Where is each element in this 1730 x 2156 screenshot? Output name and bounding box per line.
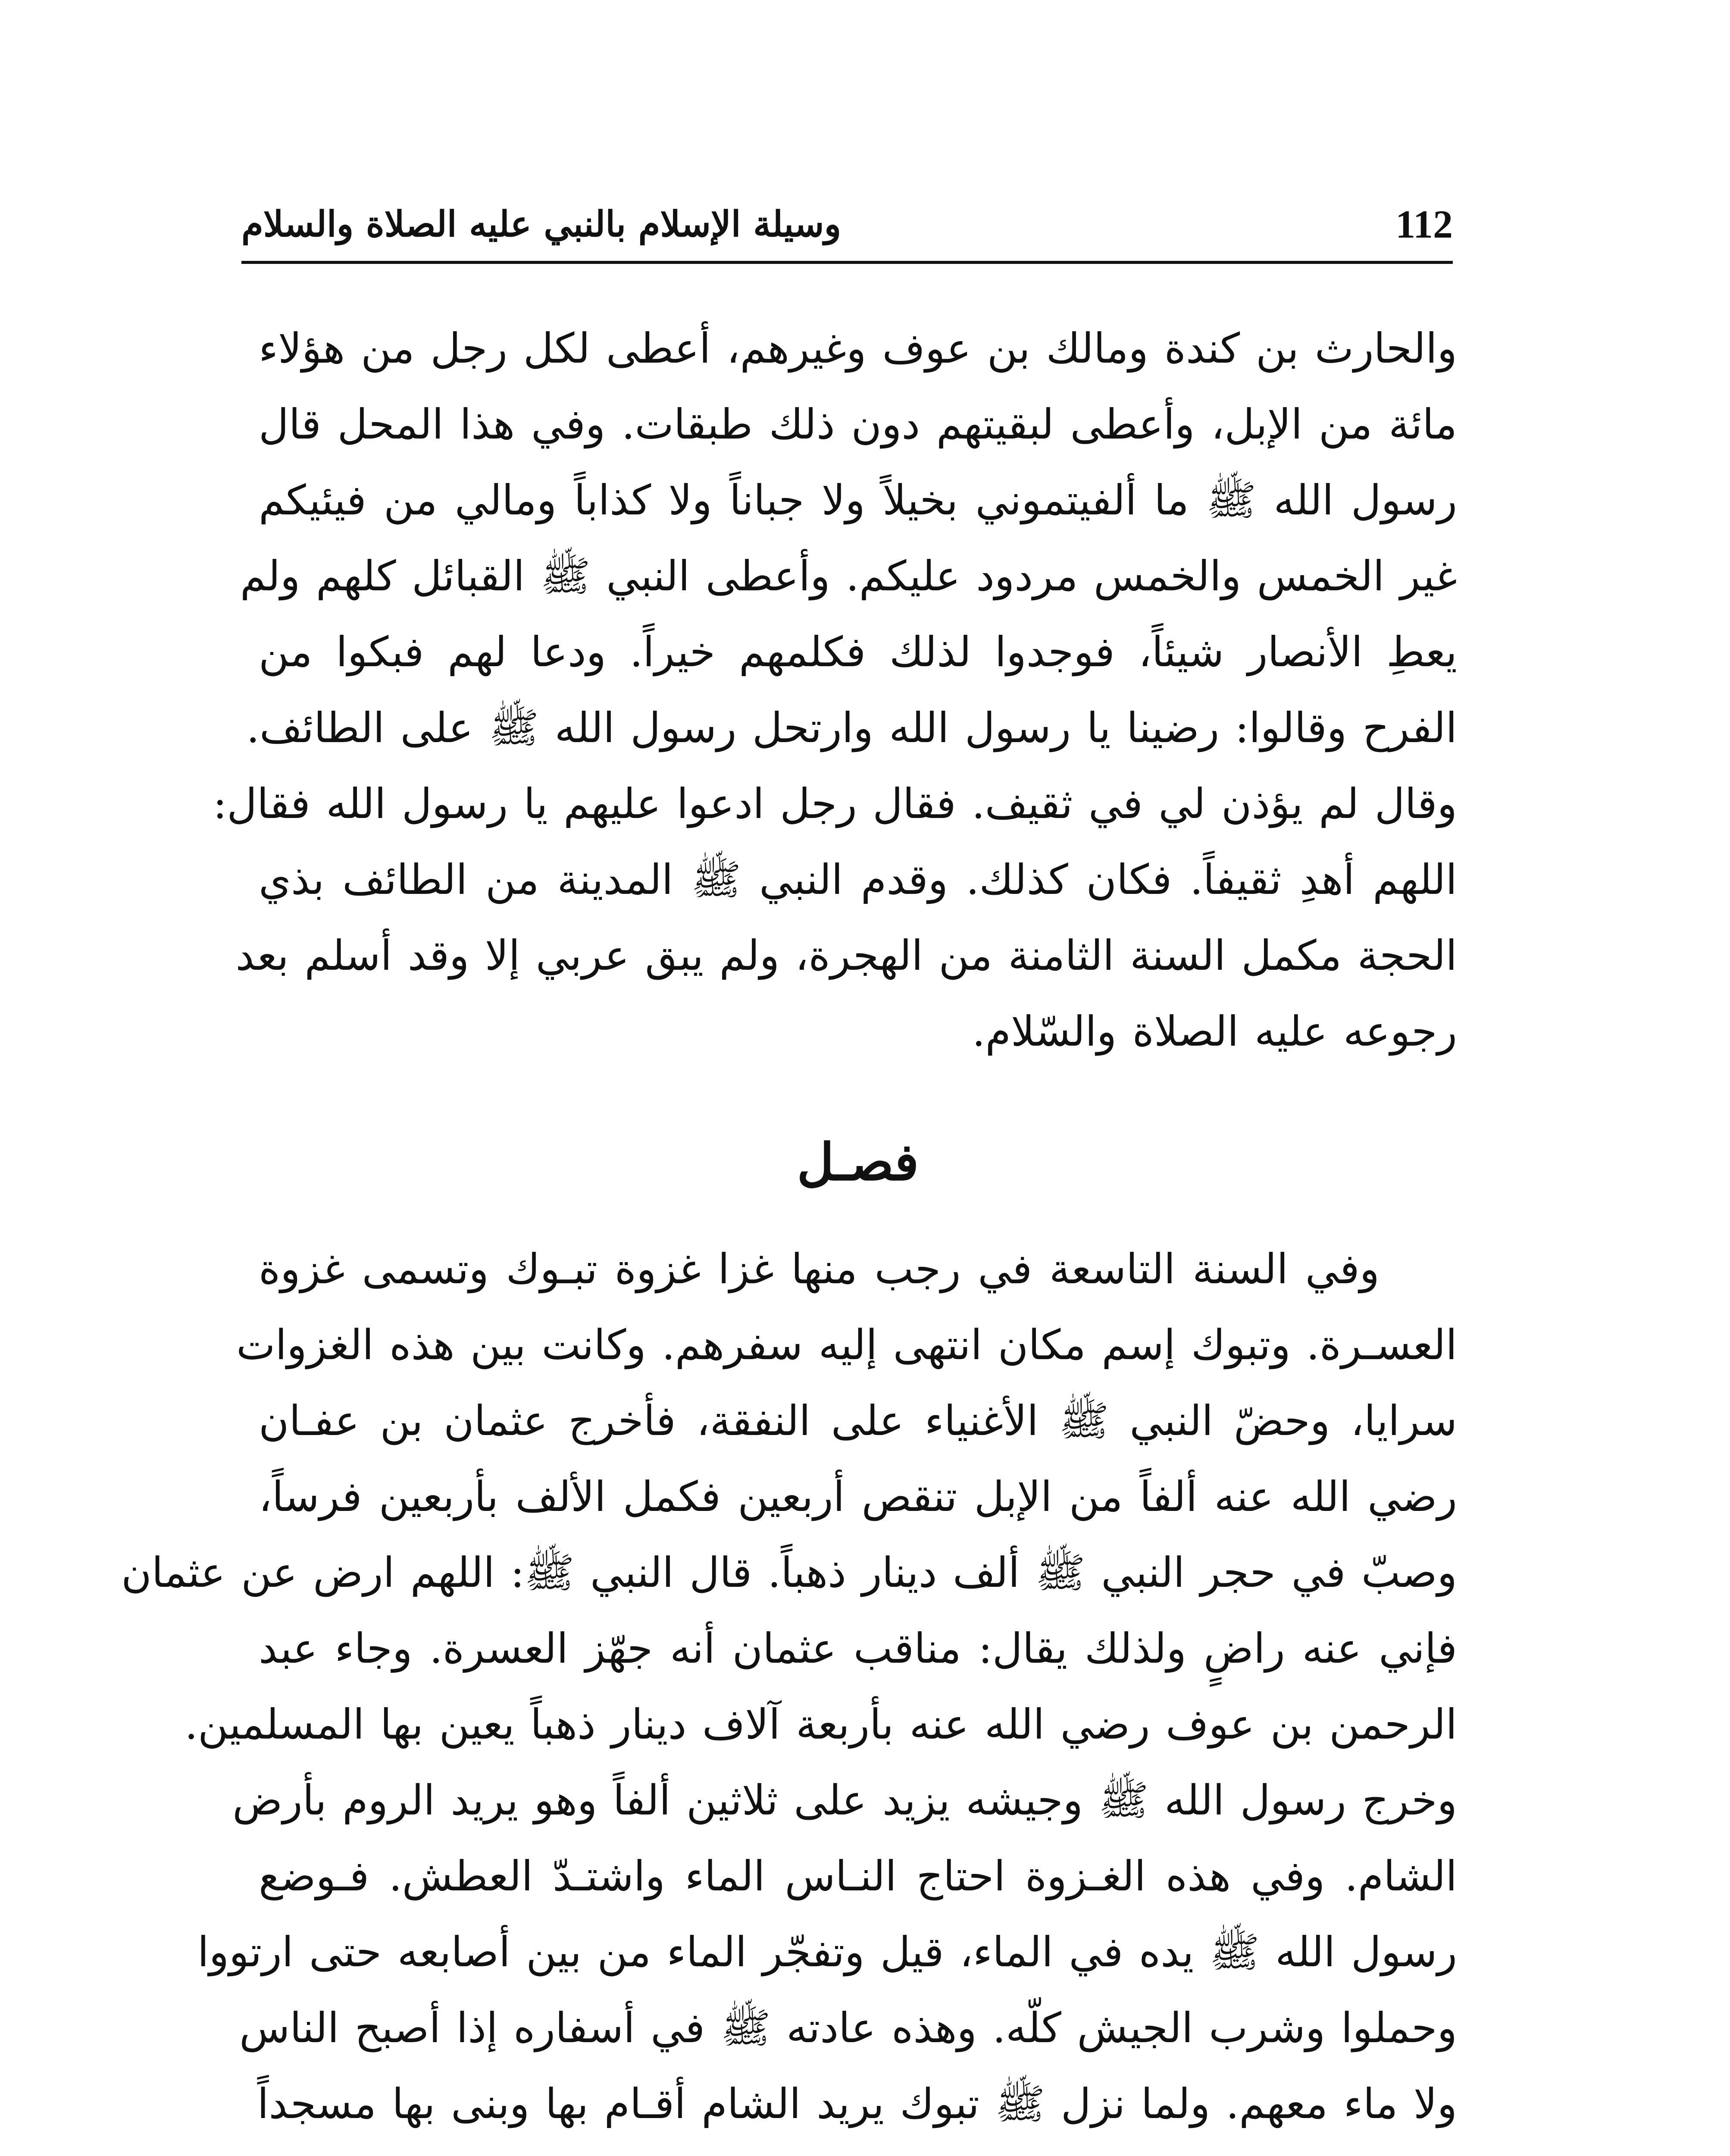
page-number: 112 — [1395, 202, 1453, 246]
text-line: وقال لم يؤذن لي في ثقيف. فقال رجل ادعوا عليهم يا رسول الله فقال: — [213, 780, 1457, 828]
text-line: اللهم أهدِ ثقيفاً. فكان كذلك. وقدم النبي ﷺ المدينة من الطائف بذي — [259, 856, 1458, 904]
text-line: يعطِ الأنصار شيئاً، فوجدوا لذلك فكلمهم خيراً. ودعا لهم فبكوا من — [259, 628, 1457, 676]
text-line: وخرج رسول الله ﷺ وجيشه يزيد على ثلاثين ألفاً وهو يريد الروم بأرض — [232, 1776, 1457, 1824]
section-heading: فصـل — [797, 1132, 919, 1192]
text-line: سرايا، وحضّ النبي ﷺ الأغنياء على النفقة، فأخرج عثمان بن عفـان — [259, 1397, 1457, 1445]
text-line: الشام. وفي هذه الغـزوة احتاج النـاس الماء واشتـدّ العطش. فـوضع — [259, 1852, 1458, 1900]
text-line: والحارث بن كندة ومالك بن عوف وغيرهم، أعطى لكل رجل من هؤلاء — [259, 324, 1457, 373]
header-divider — [241, 261, 1453, 264]
page-header — [241, 190, 1453, 263]
text-line: ولا ماء معهم. ولما نزل ﷺ تبوك يريد الشام أقـام بها وبنى بها مسجداً — [257, 2080, 1457, 2128]
text-line: الرحمن بن عوف رضي الله عنه بأربعة آلاف دينار ذهباً يعين بها المسلمين. — [185, 1700, 1457, 1749]
text-line: وحملوا وشرب الجيش كلّه. وهذه عادته ﷺ في أسفاره إذا أصبح الناس — [239, 2004, 1457, 2052]
text-line: مائة من الإبل، وأعطى لبقيتهم دون ذلك طبقات. وفي هذا المحل قال — [259, 400, 1458, 448]
text-line: رضي الله عنه ألفاً من الإبل تنقص أربعين فكمل الألف بأربعين فرساً، — [259, 1473, 1457, 1521]
text-line: الفرح وقالوا: رضينا يا رسول الله وارتحل رسول الله ﷺ على الطائف. — [246, 704, 1457, 752]
text-line: الحجة مكمل السنة الثامنة من الهجرة، ولم يبق عربي إلا وقد أسلم بعد — [235, 931, 1457, 980]
text-line: رجوعه عليه الصلاة والسّلام. — [972, 1007, 1457, 1056]
text-line: فإني عنه راضٍ ولذلك يقال: مناقب عثمان أنه جهّز العسرة. وجاء عبد — [259, 1624, 1457, 1673]
paragraph-1 — [213, 310, 1458, 1069]
running-title: وسيلة الإسلام بالنبي عليه الصلاة والسلام — [241, 204, 842, 245]
paragraph-2 — [121, 1231, 1458, 2156]
text-line: العسـرة. وتبوك إسم مكان انتهى إليه سفرهم. وكانت بين هذه الغزوات — [236, 1321, 1457, 1369]
text-line: رسول الله ﷺ ما ألفيتموني بخيلاً ولا جباناً ولا كذاباً ومالي من فيئيكم — [259, 476, 1457, 524]
text-line: وصبّ في حجر النبي ﷺ ألف دينار ذهباً. قال النبي ﷺ: اللهم ارض عن عثمان — [121, 1548, 1457, 1597]
text-line: وفي السنة التاسعة في رجب منها غزا غزوة تبـوك وتسمى غزوة — [259, 1245, 1380, 1293]
text-line — [259, 2142, 1457, 2156]
text-line: رسول الله ﷺ يده في الماء، قيل وتفجّر الماء من بين أصابعه حتى ارتووا — [197, 1928, 1457, 1976]
text-line: غير الخمس والخمس مردود عليكم. وأعطى النبي ﷺ القبائل كلهم ولم — [240, 552, 1457, 600]
